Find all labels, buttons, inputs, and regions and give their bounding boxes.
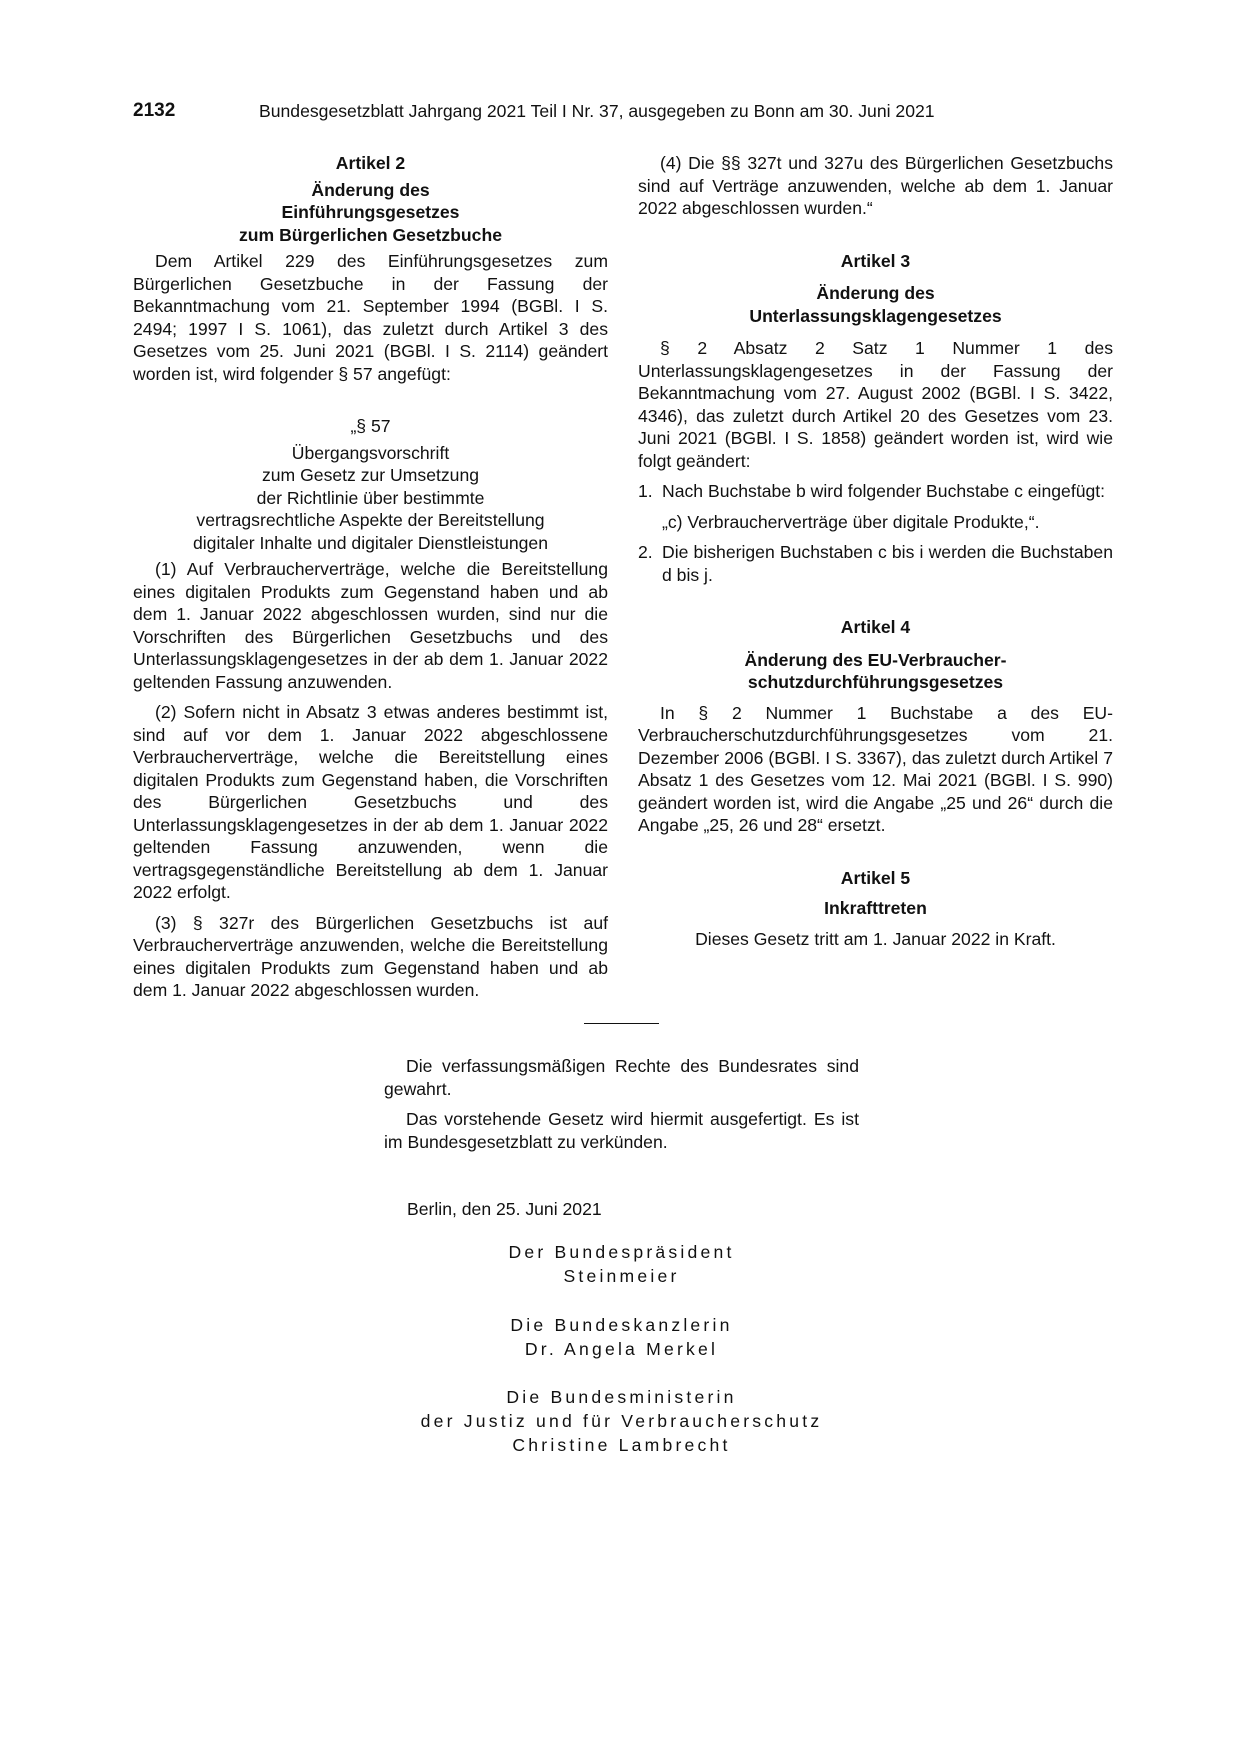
artikel-3-title-line-2: Unterlassungsklagengesetzes [749,305,1002,326]
absatz-2: (2) Sofern nicht in Absatz 3 etwas anderes bestimmt ist, sind auf vor dem 1. Januar 2022 abgeschlossene Verbraucherverträge, welche die Bereitstellung eines digitalen Produkts zum Gegenstand haben, die Vorschriften des Bürgerlichen Gesetzbuchs und des Unterlassungsklagengesetzes in der ab dem 1. Januar 2022 geltenden Fassung anzuwenden, wenn die vertragsgegenständliche Bereitstellung ab dem 1. Januar 2022 erfolgt. [133,702,608,902]
section-divider [584,1023,659,1024]
signature-block-chancellor [384,1313,859,1361]
list-item-2-number: 2. [638,542,653,562]
paragraph-57-title-line-5: digitaler Inhalte und digitaler Dienstleistungen [192,532,549,553]
list-item-2-text: Die bisherigen Buchstaben c bis i werden die Buchstaben d bis j. [662,542,1113,585]
paragraph-57-title-line-4: vertragsrechtliche Aspekte der Bereitstellung [196,510,545,530]
signature-role: Die Bundeskanzlerin [510,1315,733,1335]
signature-name: Dr. Angela Merkel [524,1339,719,1359]
page-number: 2132 [133,100,176,121]
list-item-1-text: Nach Buchstabe b wird folgender Buchstabe c eingefügt: [662,481,1106,501]
paragraph-57-title-line-3: der Richtlinie über bestimmte [256,487,485,508]
paragraph-57-number: „§ 57 [350,416,391,436]
artikel-2-title-line-3: zum Bürgerlichen Gesetzbuche [239,224,502,245]
artikel-5-text: Dieses Gesetz tritt am 1. Januar 2022 in Kraft. [695,928,1056,949]
absatz-1: (1) Auf Verbraucherverträge, welche die Bereitstellung eines digitalen Produkts zum Gegenstand haben und ab dem 1. Januar 2022 abgeschlossen wurden, sind nur die Vorschriften des Bürgerlichen Gesetzbuchs und des Unterlassungsklagengesetzes in der ab dem 1. Januar 2022 geltenden Fassung anzuwenden. [133,559,608,692]
artikel-2-title-line-2: Einführungsgesetzes [281,202,460,222]
signature-role: Die Bundesministerin [506,1387,737,1407]
bundesrat-rights-statement: Die verfassungsmäßigen Rechte des Bundesrates sind gewahrt. [384,1056,859,1099]
signature-role-detail: der Justiz und für Verbraucherschutz [420,1411,823,1431]
page-header [133,100,1113,126]
right-column [638,152,1113,950]
artikel-4-title-line-2: schutzdurchführungsgesetzes [747,672,1004,692]
artikel-4-title-line-1: Änderung des EU-Verbraucher- [744,649,1007,670]
signature-name: Christine Lambrecht [512,1435,731,1455]
promulgation-statement: Das vorstehende Gesetz wird hiermit ausgefertigt. Es ist im Bundesgesetzblatt zu verkünden. [384,1109,859,1152]
artikel-2-intro: Dem Artikel 229 des Einführungsgesetzes zum Bürgerlichen Gesetzbuche in der Fassung der Bekanntmachung vom 21. September 1994 (BGBl. I S. 2494; 1997 I S. 1061), das zuletzt durch Artikel 3 des Gesetzes vom 25. Juni 2021 (BGBl. I S. 2114) geändert worden ist, wird folgender § 57 angefügt: [133,251,608,384]
list-item-2 [638,541,1113,586]
artikel-2-heading: Artikel 2 [335,153,406,173]
closing-formula [384,1055,859,1153]
left-column [133,152,608,1002]
artikel-3-title-line-1: Änderung des [816,283,935,303]
absatz-4: (4) Die §§ 327t und 327u des Bürgerlichen Gesetzbuchs sind auf Verträge anzuwenden, welche ab dem 1. Januar 2022 abgeschlossen wurden.“ [638,153,1113,218]
artikel-2-title-line-1: Änderung des [311,179,430,200]
list-item-1 [638,480,1113,503]
signature-block-president [384,1240,859,1288]
artikel-4-text: In § 2 Nummer 1 Buchstabe a des EU-Verbraucherschutzdurchführungsgesetzes vom 21. Dezember 2006 (BGBl. I S. 3367), das zuletzt durch Artikel 7 Absatz 1 des Gesetzes vom 12. Mai 2021 (BGBl. I S. 990) geändert worden ist, wird die Angabe „25 und 26“ durch die Angabe „25, 26 und 28“ ersetzt. [638,702,1113,835]
place-and-date: Berlin, den 25. Juni 2021 [407,1199,602,1219]
signature-block-minister [384,1385,859,1457]
artikel-5-title: Inkrafttreten [824,898,927,918]
paragraph-57-title-line-1: Übergangsvorschrift [291,442,450,463]
absatz-3: (3) § 327r des Bürgerlichen Gesetzbuchs ist auf Verbraucherverträge anzuwenden, welche die Bereitstellung eines digitalen Produkts zum Gegenstand haben und ab dem 1. Januar 2022 abgeschlossen wurden. [133,912,608,1000]
list-item-1-quote: „c) Verbraucherverträge über digitale Produkte,“. [662,511,1040,532]
artikel-3-intro: § 2 Absatz 2 Satz 1 Nummer 1 des Unterlassungsklagengesetzes in der Fassung der Bekanntmachung vom 27. August 2002 (BGBl. I S. 3422, 4346), das zuletzt durch Artikel 20 des Gesetzes vom 23. Juni 2021 (BGBl. I S. 1858) geändert worden ist, wird wie folgt geändert: [638,338,1113,471]
artikel-3-heading: Artikel 3 [840,250,911,271]
paragraph-57-title-line-2: zum Gesetz zur Umsetzung [261,465,480,485]
artikel-5-heading: Artikel 5 [840,867,911,888]
list-item-1-number: 1. [638,481,653,501]
signature-name: Steinmeier [563,1266,680,1286]
artikel-4-heading: Artikel 4 [840,617,911,637]
gazette-title: Bundesgesetzblatt Jahrgang 2021 Teil I Nr. 37, ausgegeben zu Bonn am 30. Juni 2021 [259,101,935,121]
signature-role: Der Bundespräsident [508,1242,735,1262]
